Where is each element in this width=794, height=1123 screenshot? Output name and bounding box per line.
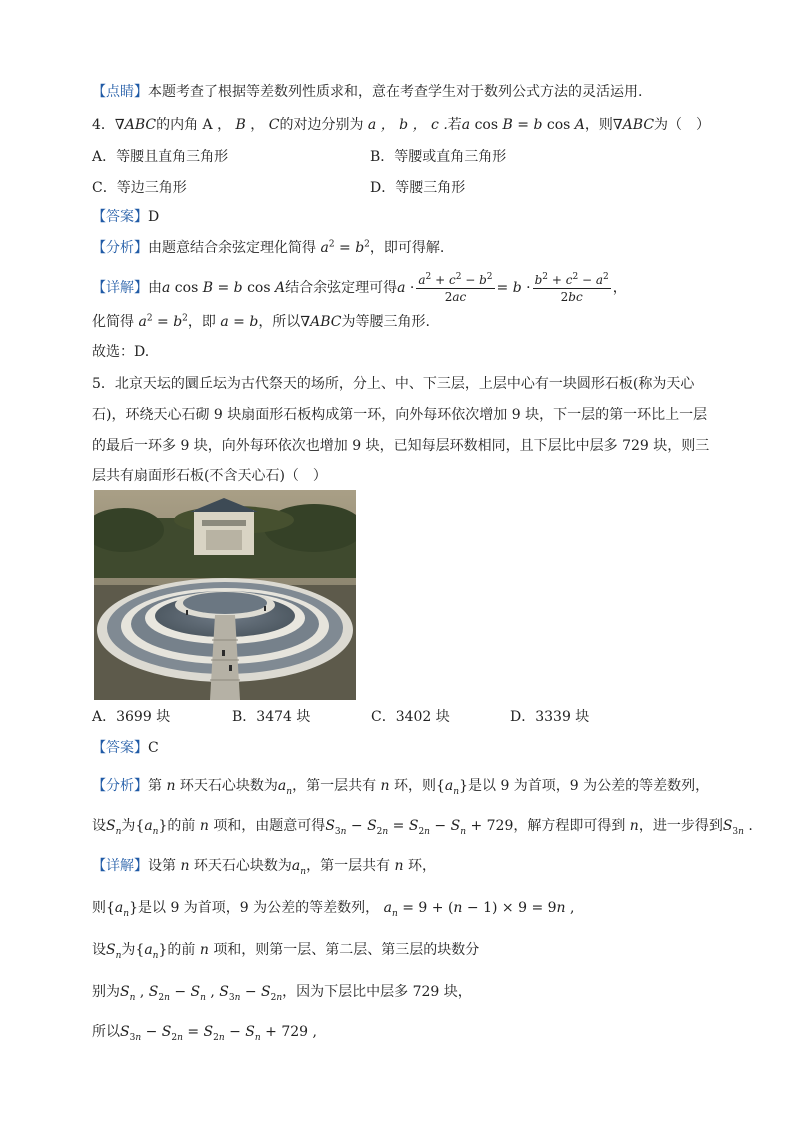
q4-analysis: 【分析】由题意结合余弦定理化简得 $a^2 = b^2$，即可得解. (92, 239, 445, 256)
q5-detail-2: 则$\{a_n\}$是以 9 为首项，9 为公差的等差数列， $a_n = 9 + (n - 1) \times 9 = 9n$ , (92, 900, 575, 919)
q5-answer: 【答案】C (92, 740, 159, 756)
q4-conclusion: 故选：D. (92, 344, 150, 360)
q5-option-c: C．3402 块 (371, 709, 450, 725)
q5-detail-5: 所以$S_{3n} - S_{2n} = S_{2n} - S_n + 729$ , (92, 1024, 317, 1043)
q5-stem-1: 5．北京天坛的圜丘坛为古代祭天的场所，分上、中、下三层，上层中心有一块圆形石板(称为天心 (92, 376, 695, 392)
q4-detail-2: 化简得 $a^2 = b^2$，即 a = b，所以∇ABC为等腰三角形. (92, 313, 430, 330)
q4-option-d: D．等腰三角形 (370, 180, 466, 196)
altar-photo (94, 490, 356, 700)
q5-stem-3: 的最后一环多 9 块，向外每环依次也增加 9 块，已知每层环数相同，且下层比中层多 729 块，则三 (92, 438, 710, 454)
q4-number: 4． (92, 117, 115, 133)
q5-analysis-1: 【分析】第 n 环天石心块数为$a_n$，第一层共有 n 环，则$\{a_n\}$是以 9 为首项，9 为公差的等差数列， (92, 778, 710, 797)
q4-option-a: A．等腰且直角三角形 (92, 149, 229, 165)
q5-detail-4: 别为$S_n$ , $S_{2n} - S_n$ , $S_{3n} - S_{2n}$，因为下层比中层多 729 块， (92, 984, 472, 1003)
q4-option-b: B．等腰或直角三角形 (370, 149, 507, 165)
dianjing-text: 本题考查了根据等差数列性质求和，意在考查学生对于数列公式方法的灵活运用. (148, 84, 643, 100)
dianjing-tag: 【点睛】 (92, 84, 148, 100)
q5-option-d: D．3339 块 (510, 709, 590, 725)
q5-detail-3: 设$S_n$为$\{a_n\}$的前 n 项和，则第一层、第二层、第三层的块数分 (92, 942, 480, 961)
q4-stem: 4．∇ABC的内角 A ， B ， C的对边分别为 a ， b ， c .若a cos B = b cos A，则∇ABC为（ ） (92, 117, 711, 133)
q4-option-c: C．等边三角形 (92, 180, 187, 196)
q5-option-a: A．3699 块 (92, 709, 171, 725)
q5-detail-1: 【详解】设第 n 环天石心块数为$a_n$，第一层共有 n 环， (92, 858, 436, 877)
q5-stem-4: 层共有扇面形石板(不含天心石)（ ） (92, 468, 327, 484)
q4-detail: 【详解】由a cos B = b cos A结合余弦定理可得a · $\frac{a^2 + c^2 - b^2}{2ac}$ = b · $\frac{b^2 + c^2 - a^2}{2bc}$ ， (92, 271, 627, 304)
q5-option-b: B．3474 块 (232, 709, 311, 725)
q5-analysis-2: 设$S_n$为$\{a_n\}$的前 n 项和，由题意可得$S_{3n} - S_{2n} = S_{2n} - S_n + 729$，解方程即可得到 n，进一步得到$S_{3n}$ . (92, 818, 753, 837)
dianjing-line (92, 82, 642, 102)
q5-stem-2: 石)，环绕天心石砌 9 块扇面形石板构成第一环，向外每环依次增加 9 块，下一层的第一环比上一层 (92, 407, 708, 423)
q4-answer: 【答案】D (92, 209, 160, 225)
